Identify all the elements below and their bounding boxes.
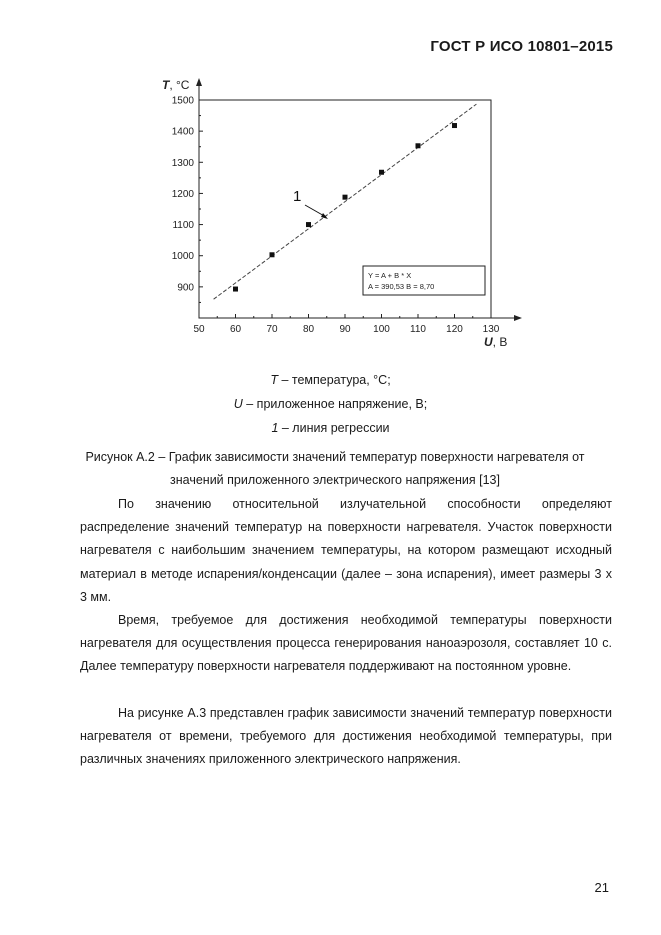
y-tick-label: 1400 [171, 126, 194, 138]
temperature-voltage-chart [150, 72, 530, 352]
regression-label: 1 [293, 188, 302, 205]
y-tick-label: 1500 [171, 95, 194, 107]
legend-line-temperature: T – температура, °C; [270, 373, 391, 387]
y-axis-arrow-icon [196, 78, 202, 86]
x-tick-label: 120 [446, 324, 463, 335]
page-number: 21 [594, 880, 609, 895]
x-axis-label: U, В [484, 335, 508, 349]
data-point [233, 287, 238, 292]
x-tick-label: 90 [339, 324, 351, 335]
x-tick-label: 70 [266, 324, 278, 335]
data-point [416, 143, 421, 148]
x-tick-label: 80 [302, 324, 315, 335]
figure-legend [0, 368, 661, 440]
y-tick-label: 1300 [171, 157, 194, 169]
figure-caption [70, 446, 600, 492]
paragraph-1: По значению относительной излучательной способности определяют распределение значений температур на поверхности нагревателя. Участок поверхности нагревателя с наибольшим значением температуры, на котором размещают исходный материал в методе испарения/конденсации (далее – зона испарения), имеет размеры 3 x 3 мм. [80, 497, 612, 604]
data-point [452, 123, 457, 128]
x-axis-arrow-icon [514, 315, 522, 321]
paragraph-2: Время, требуемое для достижения необходимой температуры поверхности нагревателя для осуществления процесса генерирования наноаэрозоля, составляет 10 с. Далее температуру поверхности нагревателя поддерживают на постоянном уровне. [80, 613, 612, 674]
y-tick-label: 1000 [171, 251, 194, 263]
x-tick-label: 100 [373, 324, 390, 335]
x-tick-label: 110 [410, 324, 426, 335]
x-tick-label: 130 [482, 324, 500, 335]
data-point [343, 195, 348, 200]
x-tick-label: 60 [229, 324, 242, 335]
data-point [270, 252, 275, 257]
paragraph-3: На рисунке А.3 представлен график зависимости значений температур поверхности нагревателя от времени, требуемого для достижения необходимой температуры, при различных значениях приложенного электрического напряжения. [80, 706, 612, 767]
caption-line-1: Рисунок А.2 – График зависимости значений температур поверхности нагревателя от [85, 450, 585, 464]
x-tick-label: 50 [193, 324, 205, 335]
fit-equation: Y = A + B * X [368, 271, 412, 280]
y-tick-label: 1100 [172, 220, 194, 232]
y-tick-label: 1200 [171, 188, 194, 200]
legend-line-regression: 1 – линия регрессии [271, 421, 390, 435]
document-header: ГОСТ Р ИСО 10801–2015 [430, 38, 613, 55]
fit-params: A = 390,53 B = 8,70 [368, 282, 435, 291]
data-point [306, 222, 311, 227]
legend-line-voltage: U – приложенное напряжение, В; [233, 397, 428, 411]
caption-line-2: значений приложенного электрического напряжения [13] [170, 473, 500, 487]
y-axis-label: T, °C [162, 78, 190, 92]
data-point [379, 170, 384, 175]
y-tick-label: 900 [177, 282, 194, 294]
